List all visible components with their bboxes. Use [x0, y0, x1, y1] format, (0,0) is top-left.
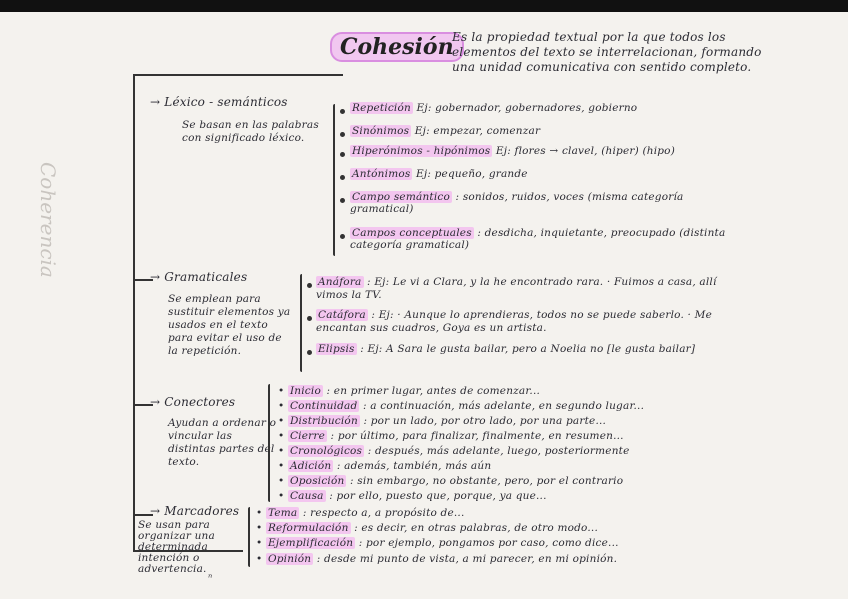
item-term: Cronológicos [289, 445, 363, 457]
page-title: Cohesión [330, 32, 464, 62]
section-gramaticales-brace [300, 274, 302, 372]
item-term: Adición [289, 460, 332, 472]
section-conectores-desc: Ayudan a ordenar o vincular las distintas partes del texto. [168, 417, 277, 468]
item-text: Ej: empezar, comenzar [414, 125, 541, 137]
section-lexico-desc: Se basan en las palabras con significado léxico. [182, 119, 319, 144]
bullet [307, 316, 312, 321]
item-term: Campo semántico [352, 191, 450, 203]
item-text: : por un lado, por otro lado, por una parte... [363, 415, 607, 427]
item-text: : después, más adelante, luego, posteriormente [367, 445, 630, 457]
item-text: Ej: gobernador, gobernadores, gobierno [416, 102, 638, 114]
notebook-page: Coherencia Cohesión Es la propiedad textual por la que todos los elementos del texto se interrelacionan, formando una unidad comunicativa con sentido completo. → Léxico - semánticos Se basan en las palabras con significado léxico. Repetición Ej: gobernador, gobernadores, gobierno Sinónimos Ej: empezar, comenzar Hiperónimos - hipónimos Ej: flores → clavel, (hiper) (hipo) Antónimos Ej: pequeño, grande Campo semántico : sonidos, ruidos, voces (misma categoría gramatical) Campos conceptuales : desdicha, inquietante, preocupado (distinta categoría gramatical) → Gramaticales Se emplean para sustituir elementos ya usados en el texto para evitar el uso de la repetición. Anáfora : Ej: Le vi a Clara, y la he encontrado rara. · Fuimos a casa, allí vimos la TV. Catáfora : Ej: · Aunque lo aprendieras, todos no se puede saberlo. · Me encantan sus cuadros, Goya es un artista. Elipsis : Ej: A Sara le gusta bailar, pero a Noelia no [le gusta bailar] → Conectores Ayudan a ordenar o vincular las distintas partes del texto. • Inicio : en primer lugar, antes de comenzar... • Continuidad : a continuación, más adelante, en segundo lugar... • Distribución : por un lado, por otro lado, por una parte... • Cierre : por último, para finalizar, finalmente, en resumen... • Cronológicos : después, más adelante, luego, posteriormente • Adición : además, también, más aún • Oposición : sin embargo, no obstante, pero, por el contrario • Causa : por ello, puesto que, porque, ya que... → Marcadores Se usan para organizar una determinada intención o advertencia. • Tema : respecto a, a propósito de... • Reformulación : es decir, en otras palabras, de otro modo... • Ejemplificación : por ejemplo, pongamos por caso, como dice... • Opinión : desde mi punto de vista, a mi parecer, en mi opinión. ⁿ [0, 12, 848, 599]
bullet [340, 152, 345, 157]
item-term: Continuidad [289, 400, 358, 412]
bullet [340, 234, 345, 239]
item-term: Oposición [289, 475, 345, 487]
item-text: : por ello, puesto que, porque, ya que... [329, 490, 547, 502]
item-term: Opinión [267, 553, 312, 565]
item-text: : a continuación, más adelante, en segundo lugar... [362, 400, 645, 412]
section-marcadores-title: → Marcadores [150, 504, 240, 518]
section-conectores-brace [268, 384, 270, 502]
item-text: : desde mi punto de vista, a mi parecer, en mi opinión. [316, 553, 618, 565]
spine-top [133, 74, 343, 76]
item-text: : Ej: · Aunque lo aprendieras, todos no se puede saberlo. · Me encantan sus cuadros, Goya es un artista. [316, 309, 712, 334]
item-text: : Ej: A Sara le gusta bailar, pero a Noelia no [le gusta bailar] [360, 343, 696, 355]
section-lexico-brace [333, 104, 335, 256]
item-term: Anáfora [318, 276, 362, 288]
footnote-mark: ⁿ [208, 572, 213, 584]
item-text: : en primer lugar, antes de comenzar... [326, 385, 541, 397]
spine-vertical [133, 74, 135, 552]
item-term: Repetición [352, 102, 411, 114]
item-text: : desdicha, inquietante, preocupado (distinta categoría gramatical) [350, 227, 726, 251]
item-term: Sinónimos [352, 125, 410, 137]
definition: Es la propiedad textual por la que todos los elementos del texto se interrelacionan, formando una unidad comunicativa con sentido completo. [452, 30, 762, 74]
page-top-edge [0, 0, 848, 12]
item-term: Distribución [289, 415, 358, 427]
section-lexico-title: → Léxico - semánticos [150, 95, 288, 109]
bleed-through-text: Coherencia [36, 162, 60, 278]
section-conectores-title: → Conectores [150, 395, 236, 409]
item-text: : por ejemplo, pongamos por caso, como dice... [358, 537, 619, 549]
section-marcadores-desc: Se usan para organizar una determinada intención o advertencia. [138, 519, 215, 575]
item-text: : Ej: Le vi a Clara, y la he encontrado rara. · Fuimos a casa, allí vimos la TV. [316, 276, 717, 301]
bullet [340, 109, 345, 114]
item-text: : además, también, más aún [336, 460, 492, 472]
item-term: Antónimos [352, 168, 411, 180]
item-text: : por último, para finalizar, finalmente, en resumen... [330, 430, 624, 442]
item-text: Ej: flores → clavel, (hiper) (hipo) [495, 145, 676, 157]
item-term: Hiperónimos - hipónimos [352, 145, 491, 157]
item-text: : respecto a, a propósito de... [302, 507, 465, 519]
item-term: Inicio [289, 385, 321, 397]
section-gramaticales-desc: Se emplean para sustituir elementos ya usados en el texto para evitar el uso de la repetición. [168, 293, 291, 357]
section-marcadores-brace [248, 507, 250, 567]
item-text: : sonidos, ruidos, voces (misma categoría gramatical) [350, 191, 684, 215]
item-text: Ej: pequeño, grande [416, 168, 528, 180]
item-term: Campos conceptuales [352, 227, 472, 239]
item-text: : sin embargo, no obstante, pero, por el contrario [350, 475, 624, 487]
item-text: : es decir, en otras palabras, de otro modo... [354, 522, 598, 534]
bullet [340, 198, 345, 203]
bullet [307, 283, 312, 288]
bullet [307, 350, 312, 355]
item-term: Reformulación [267, 522, 349, 534]
section-gramaticales-title: → Gramaticales [150, 270, 248, 284]
item-term: Causa [289, 490, 324, 502]
item-term: Elipsis [318, 343, 355, 355]
bullet [340, 132, 345, 137]
item-term: Cierre [289, 430, 325, 442]
item-term: Ejemplificación [267, 537, 354, 549]
item-term: Tema [267, 507, 298, 519]
bullet [340, 175, 345, 180]
item-term: Catáfora [318, 309, 366, 321]
